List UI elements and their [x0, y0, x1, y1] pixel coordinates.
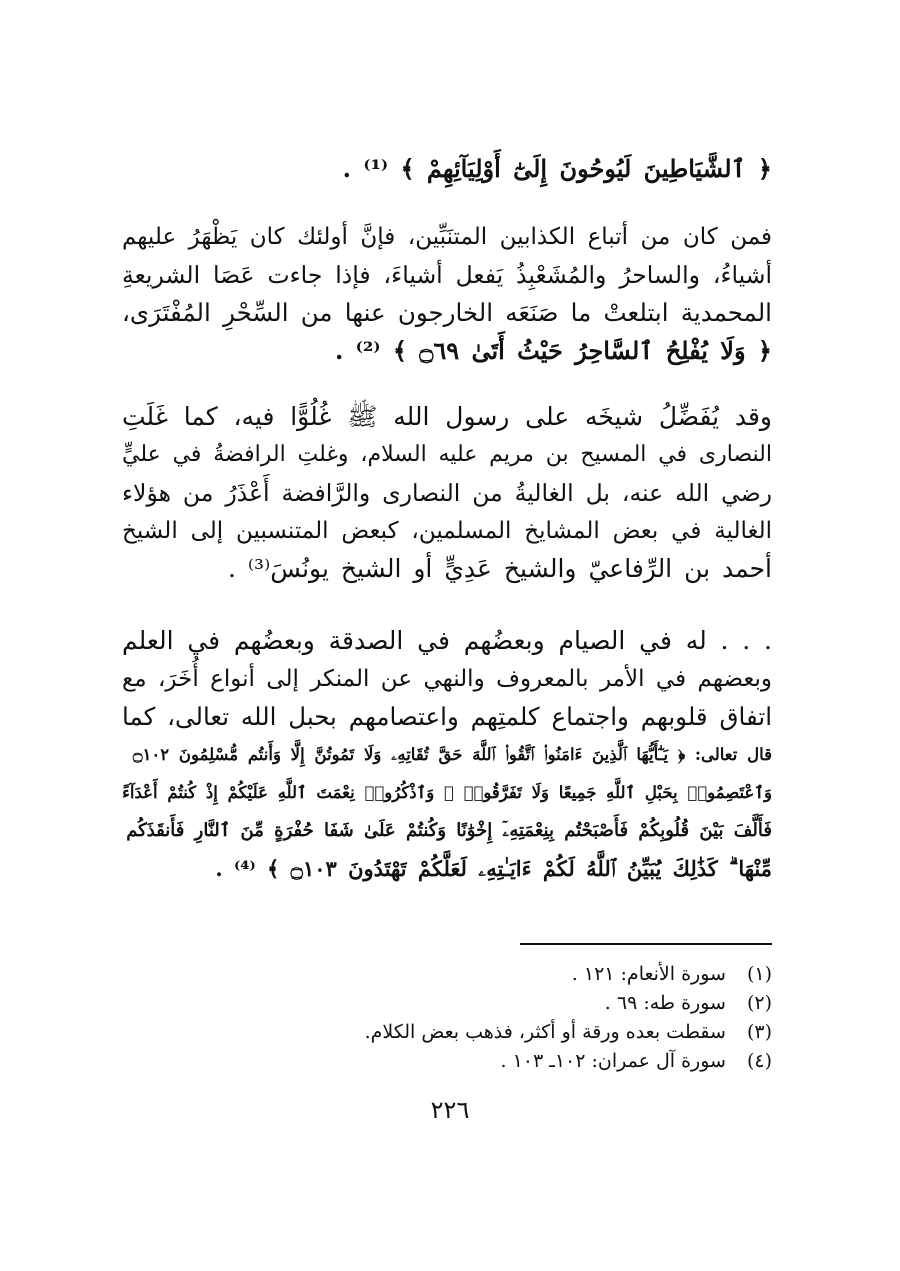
- text-line: قال تعالى: ﴿ يَـٰٓأَيُّهَا ٱلَّذِينَ ءَامَنُوا۟ ٱتَّقُوا۟ ٱللَّهَ حَقَّ تُقَاتِهِۦ وَلَا تَمُوتُنَّ إِلَّا وَأَنتُم مُّسْلِمُونَ ۝١٠٢: [132, 745, 772, 764]
- footnotes: [132, 960, 772, 1076]
- footnote-separator: [520, 943, 772, 945]
- footnote-item: [132, 989, 772, 1018]
- footnote-text: سقطت بعده ورقة أو أكثر، فذهب بعض الكلام.: [364, 1021, 726, 1043]
- footnote-number: (٤): [746, 1050, 772, 1072]
- text-line: فَأَلَّفَ بَيْنَ قُلُوبِكُمْ فَأَصْبَحْتُم بِنِعْمَتِهِۦٓ إِخْوَٰنًا وَكُنتُمْ عَلَىٰ شَفَا حُفْرَةٍ مِّنَ ٱلنَّارِ فَأَنقَذَكُم: [126, 820, 772, 841]
- footnote-item: [132, 1018, 772, 1047]
- text-line: المحمدية ابتلعتْ ما صَنَعَه الخارجون عنها من السِّحْرِ المُفْتَرَى،: [122, 298, 772, 327]
- text-line: ﴿ ٱلشَّيَاطِينَ لَيُوحُونَ إِلَىٰٓ أَوْلِيَآئِهِمْ ﴾ ⁽¹⁾ .: [342, 154, 772, 183]
- text-line: ﴿ وَلَا يُفْلِحُ ٱلسَّاحِرُ حَيْثُ أَتَىٰ ۝٦٩ ﴾ ⁽²⁾ .: [334, 336, 772, 365]
- page-number: ٢٢٦: [430, 1096, 470, 1124]
- text-line: وَٱعْتَصِمُوا۟ بِحَبْلِ ٱللَّهِ جَمِيعًا وَلَا تَفَرَّقُوا۟ ۚ وَٱذْكُرُوا۟ نِعْمَتَ ٱللَّهِ عَلَيْكُمْ إِذْ كُنتُمْ أَعْدَآءً: [122, 783, 772, 802]
- text-line: اتفاق قلوبهم واجتماع كلمتِهم واعتصامهم بحبل الله تعالى، كما: [122, 702, 772, 731]
- footnote-number: (١): [746, 963, 772, 985]
- text-line: وبعضهم في الأمر بالمعروف والنهي عن المنكر إلى أنواع أُخَرَ، مع: [122, 666, 772, 692]
- footnote-item: [132, 960, 772, 989]
- paragraph-holding-rope-of-allah: [122, 622, 772, 888]
- footnote-text: سورة آل عمران: ١٠٢ـ ١٠٣ .: [500, 1050, 726, 1072]
- footnote-text: سورة الأنعام: ١٢١ .: [571, 963, 726, 985]
- text-line: . . . له في الصيام وبعضُهم في الصدقة وبعضُهم في العلم: [122, 626, 772, 655]
- paragraph-quran-verse-1: [122, 150, 772, 188]
- text-line: النصارى في المسيح بن مريم عليه السلام، وغلتِ الرافضةُ في عليٍّ: [122, 442, 772, 467]
- text-line: أحمد بن الرِّفاعيّ والشيخ عَدِيٍّ أو الشيخ يونُسَ⁽³⁾ .: [228, 554, 772, 583]
- paragraph-excessive-veneration: [122, 398, 772, 588]
- footnote-number: (٢): [746, 992, 772, 1014]
- footnote-item: [132, 1047, 772, 1076]
- paragraph-followers-of-liars: [122, 218, 772, 370]
- text-line: فمن كان من أتباع الكذابين المتنَبِّين، فإنَّ أولئك كان يَظْهَرُ عليهم: [122, 224, 772, 250]
- text-line: رضي الله عنه، بل الغاليةُ من النصارى والرَّافضة أَعْذَرُ من هؤلاء: [122, 479, 772, 507]
- footnote-number: (٣): [746, 1021, 772, 1043]
- text-line: أشياءُ، والساحرُ والمُشَعْبِذُ يَفعل أشياءَ، فإذا جاءت عَصَا الشريعةِ: [122, 261, 772, 289]
- text-line: وقد يُفَضِّلُ شيخَه على رسول الله ﷺ غُلُوًّا فيه، كما غَلَتِ: [122, 402, 772, 431]
- footnote-text: سورة طه: ٦٩ .: [604, 992, 726, 1014]
- text-line: مِّنْهَا ۗ كَذَٰلِكَ يُبَيِّنُ ٱللَّهُ لَكُمْ ءَايَـٰتِهِۦ لَعَلَّكُمْ تَهْتَدُونَ ۝١٠٣ ﴾ ⁽⁴⁾ .: [215, 856, 772, 881]
- text-line: الغالية في بعض المشايخ المسلمين، كبعض المتنسبين إلى الشيخ: [122, 518, 772, 544]
